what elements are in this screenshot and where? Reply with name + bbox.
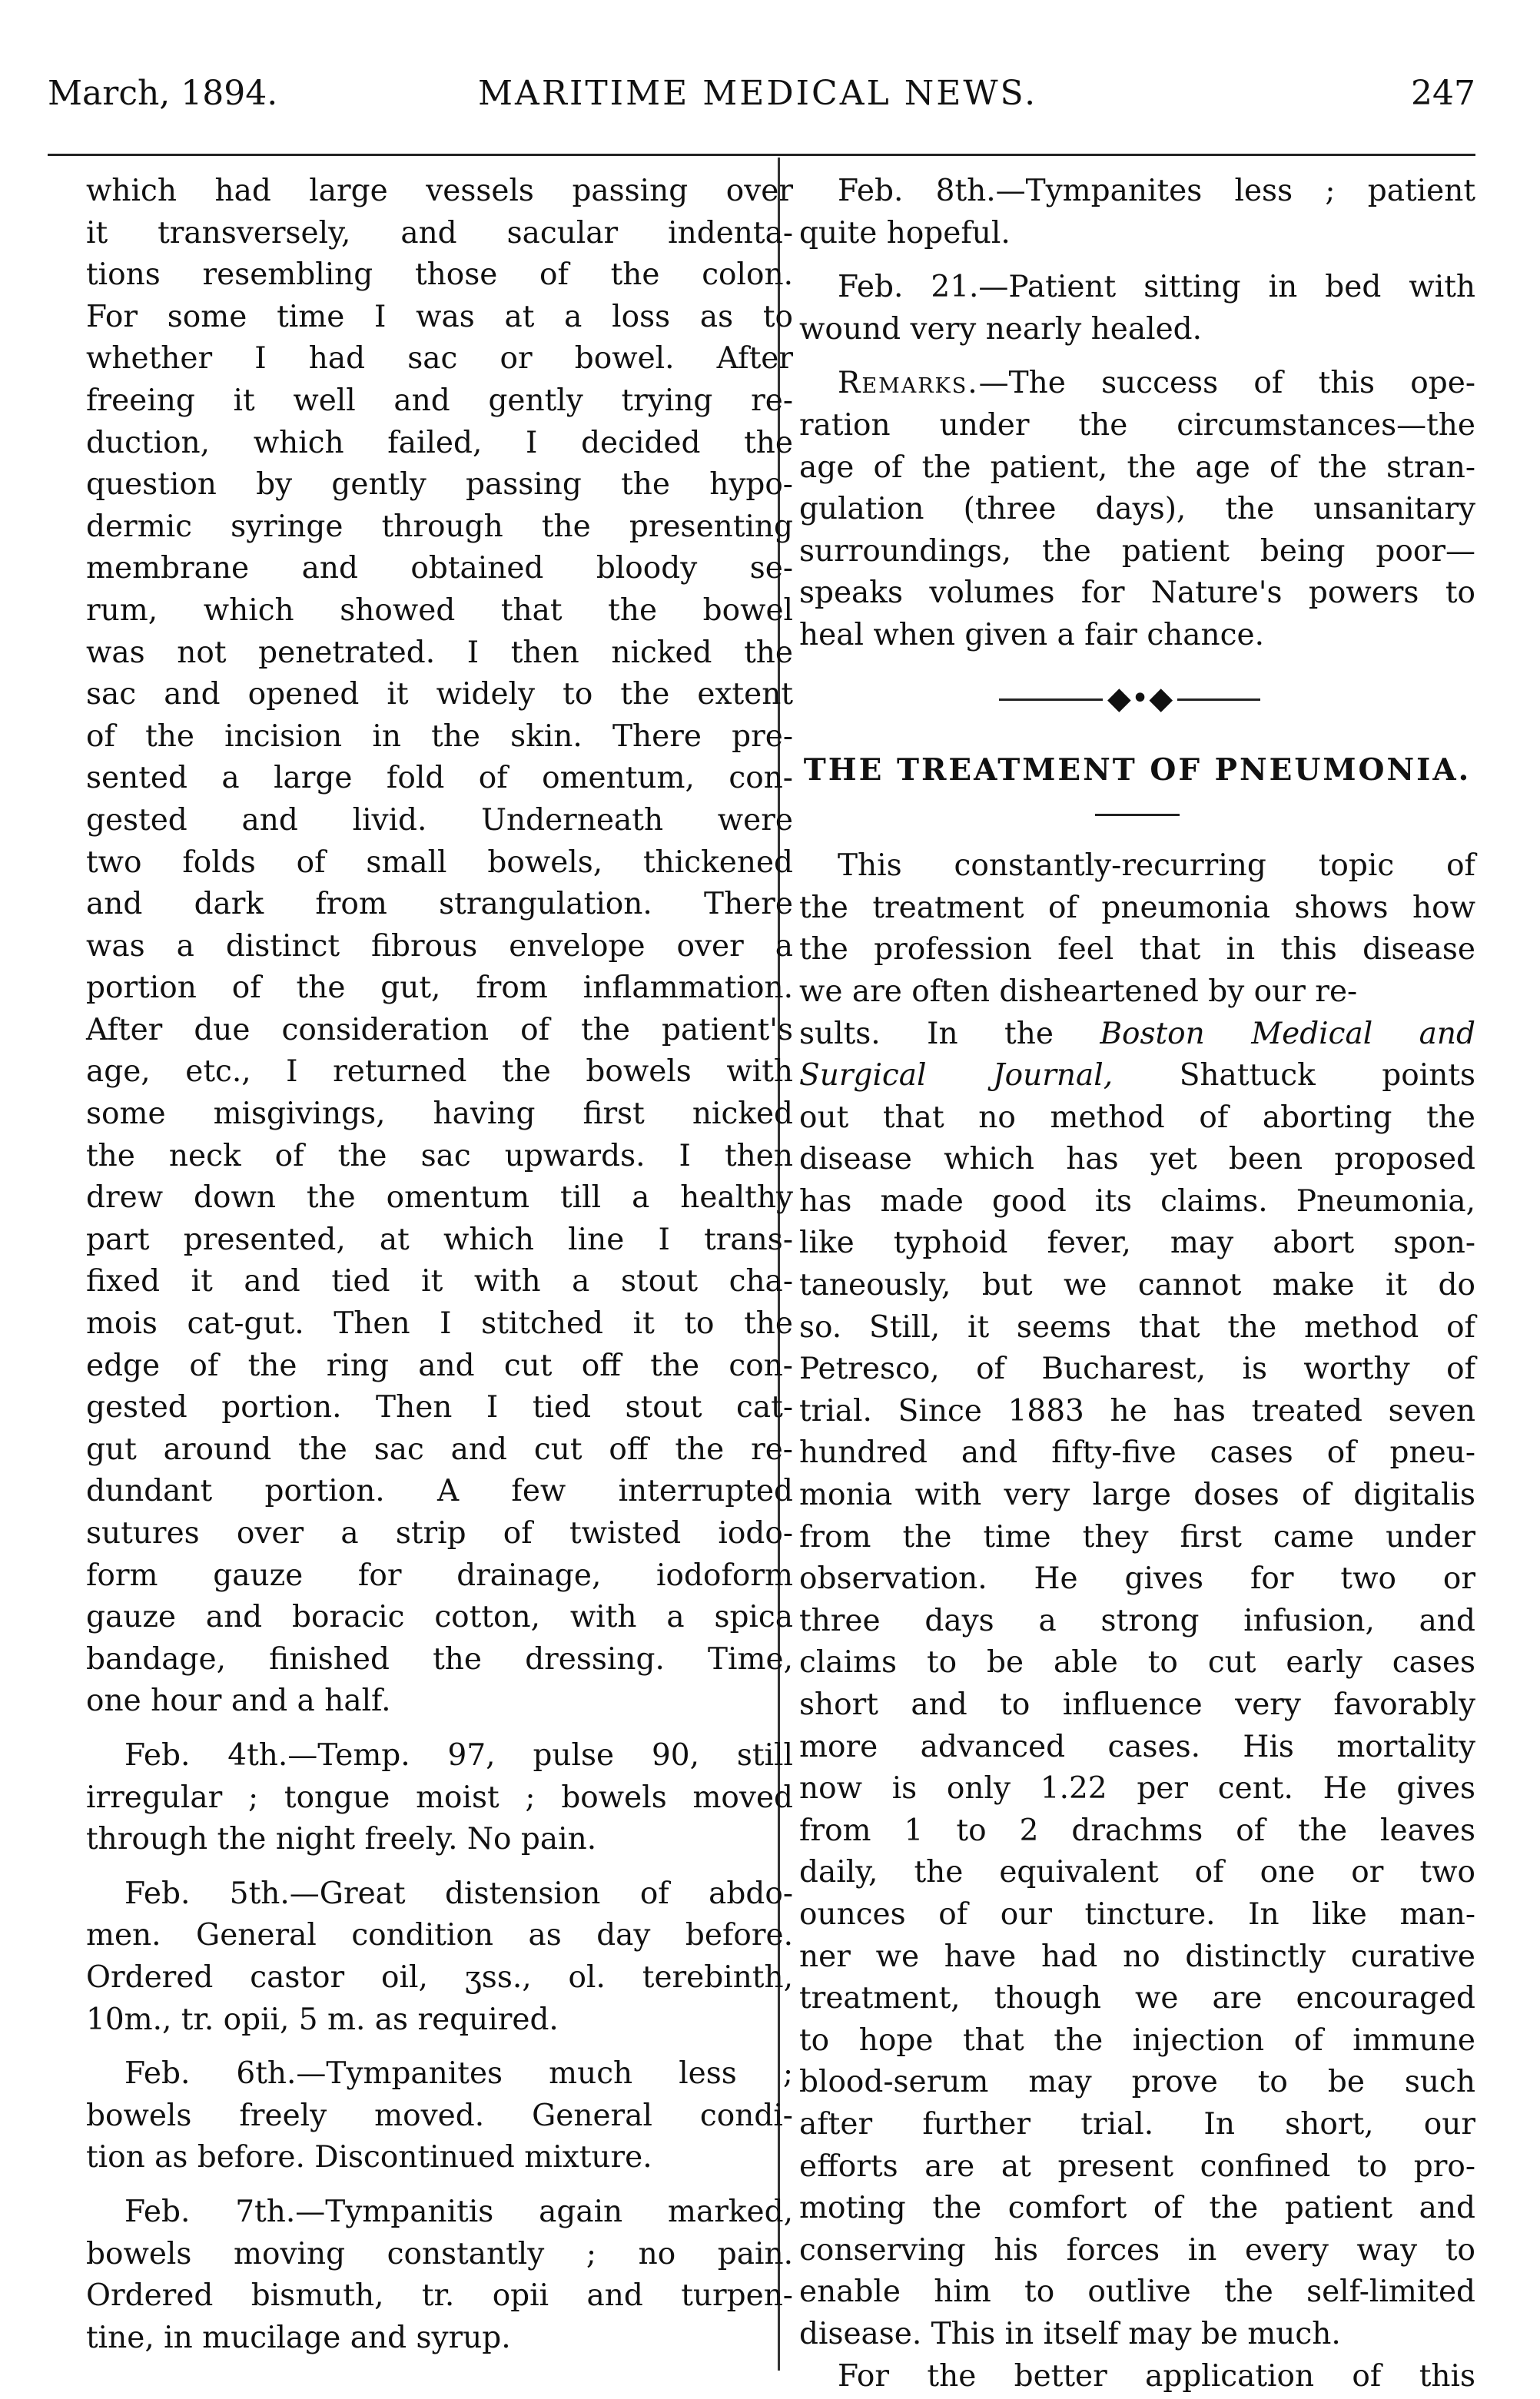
text-line: Feb. 21.—Patient sitting in bed with [838, 270, 1475, 305]
section-ornament [799, 682, 1475, 735]
text-line: Remarks.—The success of this ope- [838, 366, 1475, 401]
text-line: Ordered bismuth, tr. opii and turpen- [86, 2278, 793, 2314]
text-line: This constantly-recurring topic of [838, 848, 1475, 884]
journal-reference: Boston Medical and [1100, 1016, 1475, 1051]
text-line: efforts are at present confined to pro- [799, 2148, 1475, 2184]
text-line: one hour and a half. [86, 1684, 391, 1719]
text-line: disease which has yet been proposed [799, 1142, 1475, 1177]
paragraph-pneumonia [799, 845, 1475, 2355]
journal-title: MARITIME MEDICAL NEWS. [478, 74, 1038, 113]
pneumonia-lines-b [799, 1097, 1475, 2356]
text-line: tions resembling those of the colon. [86, 257, 793, 293]
text-line: question by gently passing the hypo- [86, 467, 793, 503]
text-line: dermic syringe through the presenting [86, 509, 793, 544]
text-line: form gauze for drainage, iodoform [86, 1558, 793, 1593]
text-line: Feb. 4th.—Temp. 97, pulse 90, still [124, 1737, 793, 1773]
paragraph-feb-8 [799, 171, 1475, 254]
text-line: and dark from strangulation. There [86, 887, 793, 922]
text-line: gested and livid. Underneath were [86, 802, 793, 838]
text-line: bandage, finished the dressing. Time, [86, 1641, 793, 1677]
text-line: gulation (three days), the unsanitary [799, 492, 1475, 527]
text-line: treatment, though we are encouraged [799, 1981, 1475, 2016]
text-line: bowels freely moved. General condi- [86, 2098, 793, 2133]
text-line: enable him to outlive the self-limited [799, 2275, 1475, 2310]
text-line: tine, in mucilage and syrup. [86, 2320, 511, 2355]
running-header [48, 71, 1475, 117]
page-number: 247 [1411, 74, 1475, 113]
text-line: taneously, but we cannot make it do [799, 1268, 1475, 1303]
text-line: surroundings, the patient being poor— [799, 533, 1475, 569]
text-line: freeing it well and gently trying re- [86, 383, 793, 418]
text-line: gauze and boracic cotton, with a spica [86, 1600, 793, 1635]
text-line: the neck of the sac upwards. I then [86, 1138, 793, 1173]
text-line: monia with very large doses of digitalis [799, 1478, 1475, 1513]
text-line: of the incision in the skin. There pre- [86, 718, 793, 754]
text-line: irregular ; tongue moist ; bowels moved [86, 1780, 793, 1815]
text-line: Feb. 8th.—Tympanites less ; patient [838, 174, 1475, 208]
remarks-lines [799, 405, 1475, 657]
paragraph-remarks [799, 363, 1475, 656]
text-line: through the night freely. No pain. [86, 1822, 597, 1857]
text-line: ner we have had no distinctly curative [799, 1939, 1475, 1974]
text-line: Feb. 6th.—Tympanites much less ; [124, 2056, 793, 2092]
header-rule [48, 154, 1475, 156]
text-line: short and to influence very favorably [799, 1687, 1475, 1722]
remarks-label: Remarks. [838, 366, 979, 401]
text-line: sutures over a strip of twisted iodo- [86, 1516, 793, 1551]
text-line: was not penetrated. I then nicked the [86, 635, 793, 670]
text-line: ounces of our tincture. In like man- [799, 1896, 1475, 1932]
text-line: the profession feel that in this disease [799, 932, 1475, 967]
text-line: portion of the gut, from inflammation. [86, 971, 793, 1006]
text-line: blood-serum may prove to be such [799, 2065, 1475, 2100]
text-line: rum, which showed that the bowel [86, 592, 793, 628]
paragraph-feb-5 [86, 1873, 793, 2041]
text-line: part presented, at which line I trans- [86, 1222, 793, 1257]
paragraph-continuation [799, 2356, 1475, 2398]
text-line: sults. In the Boston Medical and [799, 1016, 1475, 1051]
text-line: was a distinct fibrous envelope over a [86, 928, 793, 964]
text-line: whether I had sac or bowel. After [86, 341, 793, 377]
text-line: two folds of small bowels, thickened [86, 844, 793, 880]
text-line: moting the comfort of the patient and [799, 2191, 1475, 2226]
text-line: ration under the circumstances—the [799, 407, 1475, 443]
text-line: so. Still, it seems that the method of [799, 1309, 1475, 1345]
text-line: men. General condition as day before. [86, 1918, 793, 1953]
paragraph-case-report [86, 171, 793, 1723]
text-line: daily, the equivalent of one or two [799, 1855, 1475, 1890]
text-line: has made good its claims. Pneumonia, [799, 1183, 1475, 1219]
text-line: tion as before. Discontinued mixture. [86, 2140, 652, 2175]
text-line: Surgical Journal, Shattuck points [799, 1058, 1475, 1093]
paragraph-feb-6 [86, 2053, 793, 2179]
text-line: some misgivings, having first nicked [86, 1097, 793, 1132]
text-line: like typhoid fever, may abort spon- [799, 1226, 1475, 1261]
text-line: which had large vessels passing over [86, 174, 793, 208]
text-line: heal when given a fair chance. [799, 617, 1264, 652]
text-line: fixed it and tied it with a stout cha- [86, 1264, 793, 1299]
text-line: For the better application of this [838, 2358, 1475, 2394]
text-line: claims to be able to cut early cases [799, 1645, 1475, 1681]
text-line: gested portion. Then I tied stout cat- [86, 1390, 793, 1425]
ornament-glyph: ◆•◆ [1103, 680, 1177, 717]
text-line: sented a large fold of omentum, con- [86, 761, 793, 796]
text-line: dundant portion. A few interrupted [86, 1474, 793, 1509]
text-line: Petresco, of Bucharest, is worthy of [799, 1352, 1475, 1387]
article-heading: THE TREATMENT OF PNEUMONIA. [803, 752, 1472, 788]
text-line: to hope that the injection of immune [799, 2022, 1475, 2058]
text-line: quite hopeful. [799, 215, 1011, 251]
paragraph-feb-7 [86, 2192, 793, 2359]
text-line: edge of the ring and cut off the con- [86, 1348, 793, 1383]
text-line: drew down the omentum till a healthy [86, 1180, 793, 1216]
heading-rule [1095, 814, 1180, 816]
text-line: bowels moving constantly ; no pain. [86, 2236, 793, 2271]
left-column [86, 171, 793, 2359]
text-line: the treatment of pneumonia shows how [799, 890, 1475, 925]
text-line: Ordered castor oil, ʒss., ol. terebinth, [86, 1959, 793, 1995]
text-line: hundred and fifty-five cases of pneu- [799, 1435, 1475, 1471]
text-line: mois cat-gut. Then I stitched it to the [86, 1306, 793, 1342]
text-line: 10m., tr. opii, 5 m. as required. [86, 2002, 559, 2037]
text-line: gut around the sac and cut off the re- [86, 1432, 793, 1467]
text-line: observation. He gives for two or [799, 1561, 1475, 1597]
text-line: After due consideration of the patient's [86, 1012, 793, 1047]
text-line: we are often disheartened by our re- [799, 974, 1358, 1009]
right-column [799, 171, 1475, 2397]
text-line: now is only 1.22 per cent. He gives [799, 1771, 1475, 1807]
text-line: from 1 to 2 drachms of the leaves [799, 1813, 1475, 1848]
issue-date: March, 1894. [48, 74, 278, 113]
text-line: Feb. 5th.—Great distension of abdo- [124, 1876, 793, 1911]
paragraph-feb-4 [86, 1735, 793, 1861]
text-line: more advanced cases. His mortality [799, 1729, 1475, 1764]
text-line: trial. Since 1883 he has treated seven [799, 1393, 1475, 1428]
text-line: For some time I was at a loss as to [86, 299, 793, 334]
text-line: disease. This in itself may be much. [799, 2316, 1341, 2351]
paragraph-feb-21 [799, 267, 1475, 350]
text-line: age, etc., I returned the bowels with [86, 1054, 793, 1090]
text-line: duction, which failed, I decided the [86, 425, 793, 460]
text-line: Feb. 7th.—Tympanitis again marked, [124, 2194, 793, 2229]
text-line: conserving his forces in every way to [799, 2232, 1475, 2268]
pneumonia-lines-a [799, 845, 1475, 1013]
text-line: wound very nearly healed. [799, 311, 1203, 347]
text-line: membrane and obtained bloody se- [86, 551, 793, 586]
text-line: sac and opened it widely to the extent [86, 677, 793, 712]
text-line: out that no method of aborting the [799, 1100, 1475, 1135]
text-line: it transversely, and sacular indenta- [86, 215, 793, 251]
text-line: speaks volumes for Nature's powers to [799, 576, 1475, 611]
text-line: from the time they first came under [799, 1519, 1475, 1555]
journal-reference-cont: Surgical Journal, [799, 1058, 1114, 1093]
text-line: age of the patient, the age of the stran- [799, 450, 1475, 485]
text-line: after further trial. In short, our [799, 2106, 1475, 2142]
text-line: three days a strong infusion, and [799, 1603, 1475, 1638]
